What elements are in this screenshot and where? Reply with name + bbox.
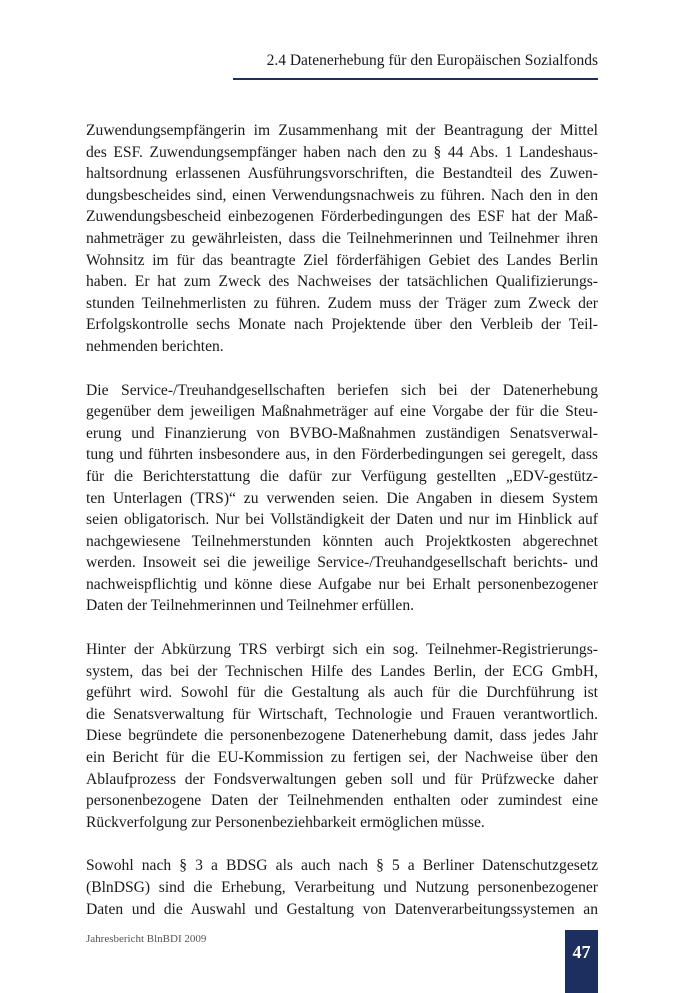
- text-line: geführt wird. Sowohl für die Gestaltung als auch für die Durchführung ist: [86, 684, 598, 702]
- text-line: Zuwendungsbescheid einbezogenen Förderbedingungen des ESF hat der Maß-: [86, 208, 598, 226]
- text-line: Wohnsitz im für das beantragte Ziel förderfähigen Gebiet des Landes Berlin: [86, 251, 598, 269]
- text-line: (BlnDSG) sind die Erhebung, Verarbeitung und Nutzung personenbezogener: [86, 879, 598, 896]
- text-line: nahmeträger zu gewährleisten, dass die Teilnehmerinnen und Teilnehmer ihren: [86, 229, 598, 247]
- paragraph: [86, 380, 598, 618]
- text-line: Daten der Teilnehmerinnen und Teilnehmer erfüllen.: [86, 597, 415, 615]
- text-line: Daten und die Auswahl und Gestaltung von Datenverarbeitungssystemen an: [86, 900, 598, 918]
- running-header: [233, 52, 598, 80]
- text-line: des ESF. Zuwendungsempfänger haben nach den zu § 44 Abs. 1 Landeshaus-: [86, 143, 598, 161]
- text-line: haltsordnung erlassenen Ausführungsvorschriften, die Bestandteil des Zuwen-: [86, 165, 598, 183]
- text-line: personenbezogene Daten der Teilnehmenden enthalten oder zumindest eine: [86, 792, 598, 810]
- paragraph: [86, 855, 598, 920]
- text-line: dungsbescheides sind, einen Verwendungsnachweis zu führen. Nach den in den: [86, 186, 598, 204]
- text-line: Zuwendungsempfängerin im Zusammenhang mit der Beantragung der Mittel: [86, 122, 598, 139]
- section-title: 2.4 Datenerhebung für den Europäischen Sozialfonds: [266, 52, 598, 69]
- text-line: Sowohl nach § 3 a BDSG als auch nach § 5 a Berliner Datenschutzgesetz: [86, 857, 598, 875]
- text-line: gegenüber dem jeweiligen Maßnahmeträger auf eine Vorgabe der für die Steu-: [86, 403, 598, 421]
- text-line: Die Service-/Treuhandgesellschaften beriefen sich bei der Datenerhebung: [86, 381, 598, 399]
- body-text: [86, 120, 598, 942]
- text-line: Ablaufprozess der Fondsverwaltungen geben soll und für Prüfzwecke daher: [86, 770, 598, 788]
- text-line: tung und führten insbesondere aus, in den Förderbedingungen sei geregelt, dass: [86, 446, 598, 464]
- report-title: Jahresbericht BlnBDI 2009: [86, 933, 207, 945]
- text-line: erung und Finanzierung von BVBO-Maßnahmen zuständigen Senatsverwal-: [86, 424, 598, 442]
- text-line: haben. Er hat zum Zweck des Nachweises der tatsächlichen Qualifizierungs-: [86, 273, 598, 291]
- text-line: Erfolgskontrolle sechs Monate nach Projektende über den Verbleib der Teil-: [86, 316, 598, 334]
- page-number-box: [565, 930, 598, 993]
- text-line: ten Unterlagen (TRS)“ zu verwenden seien. Die Angaben in diesem System: [86, 489, 598, 507]
- text-line: nachweispflichtig und könne diese Aufgabe nur bei Erhalt personenbezogener: [86, 575, 598, 593]
- paragraph: [86, 120, 598, 358]
- text-line: für die Berichterstattung die dafür zur Verfügung gestellten „EDV-gestütz-: [86, 467, 598, 485]
- text-line: Diese begründete die personenbezogene Datenerhebung damit, dass jedes Jahr: [86, 727, 598, 745]
- page-number: 47: [572, 942, 591, 962]
- text-line: die Senatsverwaltung für Wirtschaft, Technologie und Frauen verantwortlich.: [86, 705, 598, 723]
- text-line: ein Bericht für die EU-Kommission zu fertigen sei, der Nachweise über den: [86, 749, 598, 767]
- text-line: Hinter der Abkürzung TRS verbirgt sich ein sog. Teilnehmer-Registrierungs-: [86, 641, 598, 659]
- text-line: stunden Teilnehmerlisten zu führen. Zudem muss der Träger zum Zweck der: [86, 294, 598, 312]
- text-line: werden. Insoweit sei die jeweilige Service-/Treuhandgesellschaft berichts- und: [86, 554, 598, 572]
- text-line: seien obligatorisch. Nur bei Vollständigkeit der Daten und nur im Hinblick auf: [86, 511, 598, 529]
- text-line: Rückverfolgung zur Personenbeziehbarkeit ermöglichen müsse.: [86, 813, 485, 831]
- text-line: nehmenden berichten.: [86, 337, 224, 355]
- text-line: system, das bei der Technischen Hilfe des Landes Berlin, der ECG GmbH,: [86, 662, 598, 680]
- paragraph: [86, 639, 598, 833]
- text-line: nachgewiesene Teilnehmerstunden könnten auch Projektkosten abgerechnet: [86, 532, 598, 550]
